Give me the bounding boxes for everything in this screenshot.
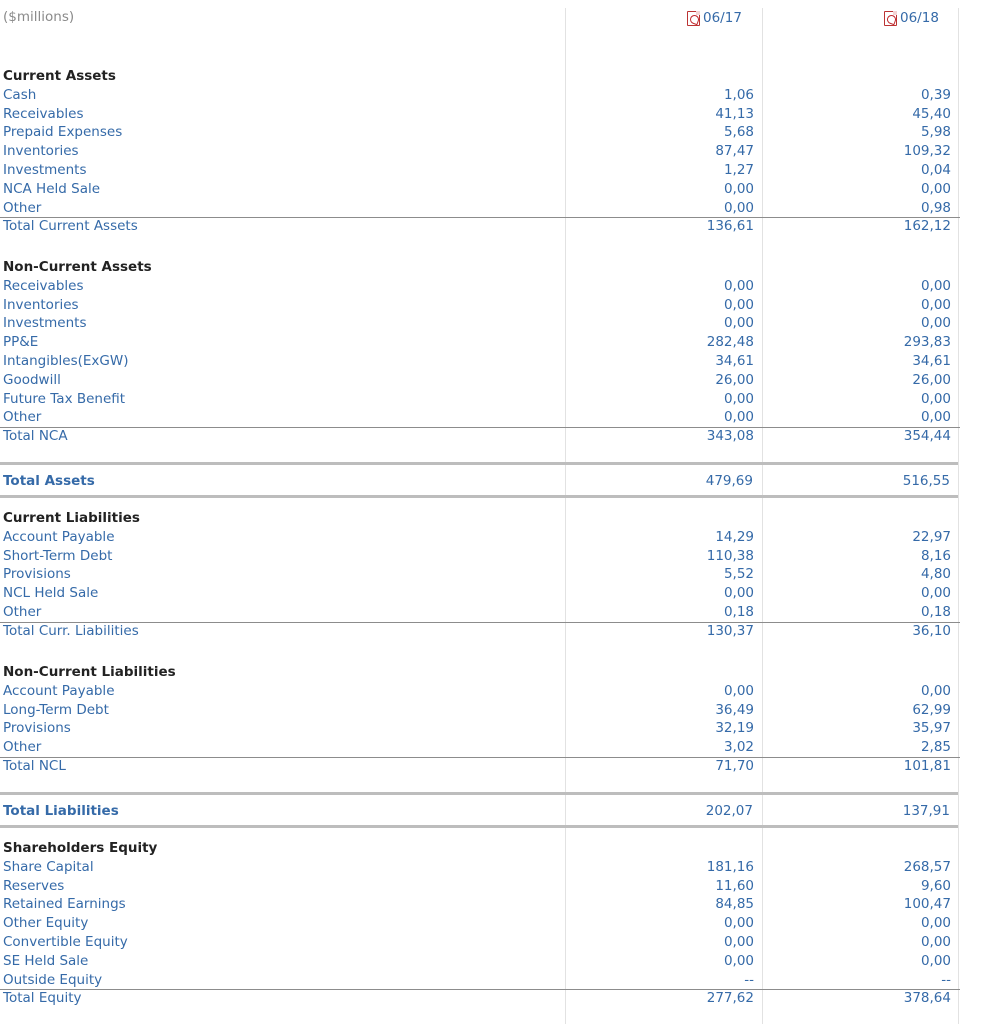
value-06-18: 378,64 — [903, 990, 951, 1007]
row-label: Other — [3, 199, 42, 216]
value-06-18: 101,81 — [903, 758, 951, 774]
row-label: Prepaid Expenses — [3, 124, 123, 141]
row-label: Short-Term Debt — [3, 547, 113, 564]
value-06-17: 343,08 — [706, 428, 754, 445]
total-label: Total NCL — [3, 758, 66, 774]
value-06-17: 0,18 — [723, 604, 754, 620]
value-06-18: 0,18 — [920, 604, 951, 620]
table-row — [0, 353, 960, 372]
value-06-18: 162,12 — [903, 218, 951, 235]
value-06-18: 5,98 — [920, 124, 951, 141]
table-row — [0, 585, 960, 604]
value-06-18: 62,99 — [912, 701, 951, 718]
value-06-18: 293,83 — [903, 334, 951, 351]
grand-total-row — [0, 792, 958, 828]
value-06-17: 110,38 — [706, 547, 754, 564]
table-row — [0, 548, 960, 567]
value-06-18: 100,47 — [903, 896, 951, 913]
value-06-18: 516,55 — [902, 473, 950, 489]
value-06-17: 0,00 — [723, 277, 754, 294]
value-06-18: 0,00 — [920, 585, 951, 602]
table-row — [0, 278, 960, 297]
value-06-17: 87,47 — [715, 143, 754, 160]
section-title: Non-Current Liabilities — [3, 664, 176, 680]
row-label: Other — [3, 409, 42, 426]
value-06-17: 0,00 — [723, 934, 754, 950]
row-label: Receivables — [3, 105, 84, 122]
value-06-18: 0,00 — [920, 315, 951, 332]
row-label: PP&E — [3, 334, 39, 351]
value-06-18: 0,00 — [920, 934, 951, 950]
row-label: Future Tax Benefit — [3, 390, 126, 407]
value-06-17: 0,00 — [723, 315, 754, 332]
value-06-18: 0,00 — [920, 682, 951, 699]
value-06-17: 181,16 — [706, 858, 754, 875]
total-row — [0, 428, 960, 447]
table-row — [0, 878, 960, 897]
row-label: Inventories — [3, 143, 79, 160]
total-row — [0, 990, 960, 1009]
value-06-17: 3,02 — [723, 739, 754, 756]
value-06-18: 0,00 — [920, 180, 951, 197]
value-06-17: 32,19 — [715, 720, 754, 737]
row-label: Share Capital — [3, 858, 94, 875]
value-06-17: 0,00 — [723, 409, 754, 426]
total-label: Total Curr. Liabilities — [3, 622, 139, 639]
table-row — [0, 297, 960, 316]
value-06-17: 0,00 — [723, 682, 754, 699]
value-06-18: 268,57 — [903, 858, 951, 875]
value-06-18: 36,10 — [912, 622, 951, 639]
grand-total-label: Total Assets — [3, 473, 95, 489]
table-row — [0, 604, 960, 623]
table-row — [0, 702, 960, 721]
table-row — [0, 720, 960, 739]
units-label: ($millions) — [3, 9, 75, 25]
value-06-17: 0,00 — [723, 952, 754, 969]
value-06-17: 11,60 — [715, 877, 754, 894]
value-06-17: 41,13 — [715, 105, 754, 122]
value-06-17: 0,00 — [723, 915, 754, 932]
value-06-17: 0,00 — [723, 180, 754, 197]
row-label: Other — [3, 604, 42, 620]
row-label: Reserves — [3, 877, 65, 894]
value-06-18: 34,61 — [912, 353, 951, 369]
row-label: NCL Held Sale — [3, 585, 99, 602]
value-06-18: 2,85 — [920, 739, 951, 756]
section-title: Non-Current Assets — [3, 259, 152, 275]
table-row — [0, 106, 960, 125]
table-row — [0, 409, 960, 428]
row-label: Other — [3, 739, 42, 756]
row-label: Investments — [3, 162, 87, 178]
row-label: Convertible Equity — [3, 934, 128, 950]
row-label: Account Payable — [3, 682, 115, 699]
value-06-17: 84,85 — [715, 896, 754, 913]
table-row — [0, 315, 960, 334]
total-row — [0, 758, 960, 777]
row-label: Account Payable — [3, 528, 115, 545]
table-row — [0, 896, 960, 915]
row-label: Provisions — [3, 566, 71, 583]
table-row — [0, 915, 960, 934]
value-06-18: 22,97 — [912, 528, 951, 545]
table-row — [0, 162, 960, 181]
row-label: Other Equity — [3, 915, 89, 932]
row-label: Goodwill — [3, 371, 61, 388]
value-06-18: 8,16 — [920, 547, 951, 564]
value-06-17: 282,48 — [706, 334, 754, 351]
row-label: Intangibles(ExGW) — [3, 353, 129, 369]
value-06-17: -- — [744, 971, 754, 988]
value-06-18: 0,00 — [920, 952, 951, 969]
value-06-18: 35,97 — [912, 720, 951, 737]
table-row — [0, 334, 960, 353]
table-row — [0, 934, 960, 953]
table-row — [0, 566, 960, 585]
value-06-18: 0,00 — [920, 409, 951, 426]
table-row — [0, 953, 960, 972]
value-06-17: 26,00 — [715, 371, 754, 388]
row-label: Retained Earnings — [3, 896, 126, 913]
value-06-17: 0,00 — [723, 585, 754, 602]
value-06-18: 0,00 — [920, 915, 951, 932]
table-row — [0, 87, 960, 106]
row-label: Inventories — [3, 296, 79, 313]
row-label: Provisions — [3, 720, 71, 737]
value-06-18: 0,39 — [920, 86, 951, 103]
table-row — [0, 972, 960, 991]
table-row — [0, 391, 960, 410]
pdf-icon — [687, 11, 700, 26]
column-header-06-18-link[interactable] — [884, 10, 939, 26]
column-header-label: 06/17 — [703, 10, 742, 26]
table-row — [0, 529, 960, 548]
value-06-18: 354,44 — [903, 428, 951, 445]
total-label: Total Equity — [3, 990, 82, 1007]
value-06-18: 26,00 — [912, 371, 951, 388]
row-label: NCA Held Sale — [3, 180, 101, 197]
table-row — [0, 181, 960, 200]
value-06-17: 0,00 — [723, 390, 754, 407]
value-06-17: 1,06 — [723, 86, 754, 103]
value-06-18: 137,91 — [902, 803, 950, 819]
total-row — [0, 623, 960, 642]
value-06-18: 9,60 — [920, 877, 951, 894]
row-label: SE Held Sale — [3, 952, 89, 969]
value-06-18: 0,00 — [920, 296, 951, 313]
value-06-17: 136,61 — [706, 218, 754, 235]
value-06-17: 36,49 — [715, 701, 754, 718]
row-label: Long-Term Debt — [3, 701, 109, 718]
value-06-18: 4,80 — [920, 566, 951, 583]
section-title: Current Assets — [3, 68, 116, 84]
column-header-06-17-link[interactable] — [687, 10, 742, 26]
table-row — [0, 739, 960, 758]
value-06-18: 45,40 — [912, 105, 951, 122]
value-06-17: 0,00 — [723, 199, 754, 216]
value-06-17: 5,52 — [723, 566, 754, 583]
value-06-17: 202,07 — [705, 803, 753, 819]
value-06-17: 14,29 — [715, 528, 754, 545]
table-row — [0, 143, 960, 162]
total-row — [0, 218, 960, 237]
table-row — [0, 683, 960, 702]
total-label: Total NCA — [3, 428, 68, 445]
value-06-17: 479,69 — [705, 473, 753, 489]
row-label: Investments — [3, 315, 87, 332]
section-title: Shareholders Equity — [3, 840, 158, 856]
value-06-18: 0,00 — [920, 277, 951, 294]
grand-total-row — [0, 462, 958, 498]
value-06-18: -- — [941, 971, 951, 988]
value-06-18: 0,04 — [920, 162, 951, 178]
table-row — [0, 372, 960, 391]
table-row — [0, 859, 960, 878]
value-06-17: 5,68 — [723, 124, 754, 141]
value-06-17: 130,37 — [706, 622, 754, 639]
table-row — [0, 200, 960, 219]
row-label: Receivables — [3, 277, 84, 294]
section-title: Current Liabilities — [3, 510, 140, 526]
value-06-18: 0,00 — [920, 390, 951, 407]
value-06-17: 34,61 — [715, 353, 754, 369]
pdf-icon — [884, 11, 897, 26]
value-06-17: 71,70 — [715, 758, 754, 774]
row-label: Outside Equity — [3, 971, 103, 988]
row-label: Cash — [3, 86, 37, 103]
value-06-18: 109,32 — [903, 143, 951, 160]
column-header-label: 06/18 — [900, 10, 939, 26]
value-06-17: 277,62 — [706, 990, 754, 1007]
value-06-17: 0,00 — [723, 296, 754, 313]
value-06-18: 0,98 — [920, 199, 951, 216]
table-row — [0, 124, 960, 143]
grand-total-label: Total Liabilities — [3, 803, 119, 819]
value-06-17: 1,27 — [723, 162, 754, 178]
total-label: Total Current Assets — [3, 218, 138, 235]
